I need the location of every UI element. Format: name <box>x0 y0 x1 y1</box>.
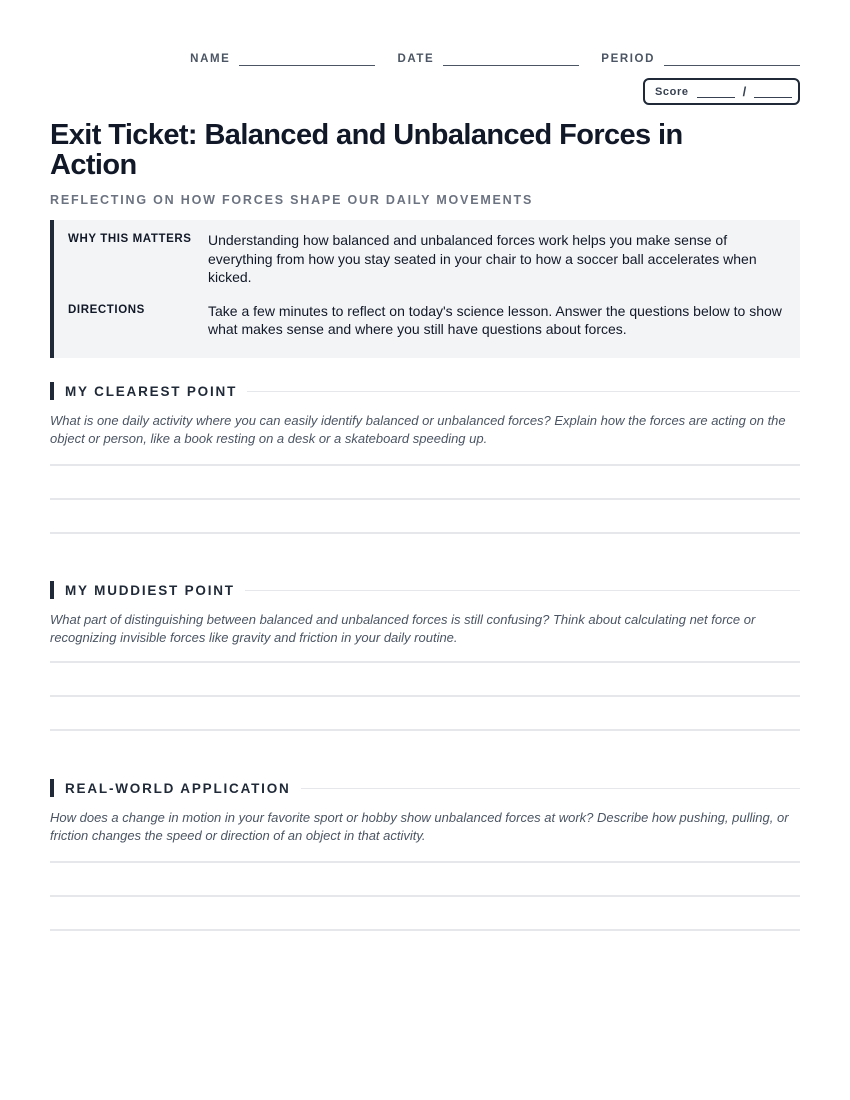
answer-line[interactable] <box>50 695 800 697</box>
answer-line[interactable] <box>50 532 800 534</box>
section-accent-bar <box>50 382 54 400</box>
section-divider <box>301 788 800 789</box>
section-header <box>50 779 800 797</box>
section-title: REAL-WORLD APPLICATION <box>65 780 291 796</box>
section-accent-bar <box>50 779 54 797</box>
why-this-matters-text: Understanding how balanced and unbalanced forces work helps you make sense of everything from how you stay seated in your chair to how a soccer ball accelerates when kicked. <box>208 232 757 285</box>
section-muddiest-point <box>50 581 800 731</box>
period-label: PERIOD <box>601 53 655 65</box>
section-header <box>50 581 800 599</box>
section-divider <box>245 590 800 591</box>
section-accent-bar <box>50 581 54 599</box>
section-prompt: What part of distinguishing between balanced and unbalanced forces is still confusing? Think about calculating net force or recognizing invisible forces like gravity and friction in your daily routine. <box>50 612 756 645</box>
score-box[interactable] <box>643 78 800 105</box>
directions-row <box>68 302 784 339</box>
section-title: MY MUDDIEST POINT <box>65 582 235 598</box>
answer-line[interactable] <box>50 929 800 931</box>
section-prompt: What is one daily activity where you can easily identify balanced or unbalanced forces? Explain how the forces are acting on the object or person, like a book resting on a desk or a skateboard speeding up. <box>50 413 786 446</box>
answer-line[interactable] <box>50 729 800 731</box>
name-blank[interactable] <box>239 52 375 66</box>
why-this-matters-label: WHY THIS MATTERS <box>68 233 192 245</box>
directions-label: DIRECTIONS <box>68 303 145 316</box>
date-field[interactable] <box>397 52 579 66</box>
page-title: Exit Ticket: Balanced and Unbalanced Forces in Action <box>50 119 683 181</box>
answer-line[interactable] <box>50 895 800 897</box>
period-field[interactable] <box>601 52 800 66</box>
section-title: MY CLEAREST POINT <box>65 383 238 399</box>
student-info-fields <box>168 52 800 66</box>
score-earned-blank[interactable] <box>697 85 735 98</box>
answer-line[interactable] <box>50 861 800 863</box>
directions-text: Take a few minutes to reflect on today's science lesson. Answer the questions below to show what makes sense and where you still have questions about forces. <box>208 302 782 337</box>
score-separator: / <box>742 84 747 99</box>
info-box <box>50 220 800 358</box>
answer-line[interactable] <box>50 661 800 663</box>
date-label: DATE <box>397 53 435 65</box>
section-prompt: How does a change in motion in your favorite sport or hobby show unbalanced forces at work? Describe how pushing, pulling, or friction changes the speed or direction of an object in that activity. <box>50 810 789 843</box>
section-real-world-application <box>50 779 800 931</box>
date-blank[interactable] <box>443 52 579 66</box>
section-header <box>50 382 800 400</box>
why-this-matters-row <box>68 231 784 287</box>
period-blank[interactable] <box>664 52 800 66</box>
name-field[interactable] <box>190 52 375 66</box>
page-subtitle: REFLECTING ON HOW FORCES SHAPE OUR DAILY MOVEMENTS <box>50 193 534 207</box>
score-total-blank[interactable] <box>754 85 792 98</box>
answer-line[interactable] <box>50 498 800 500</box>
score-label: Score <box>655 85 689 98</box>
name-label: NAME <box>190 53 231 65</box>
section-divider <box>247 391 800 392</box>
section-clearest-point <box>50 382 800 534</box>
answer-line[interactable] <box>50 464 800 466</box>
